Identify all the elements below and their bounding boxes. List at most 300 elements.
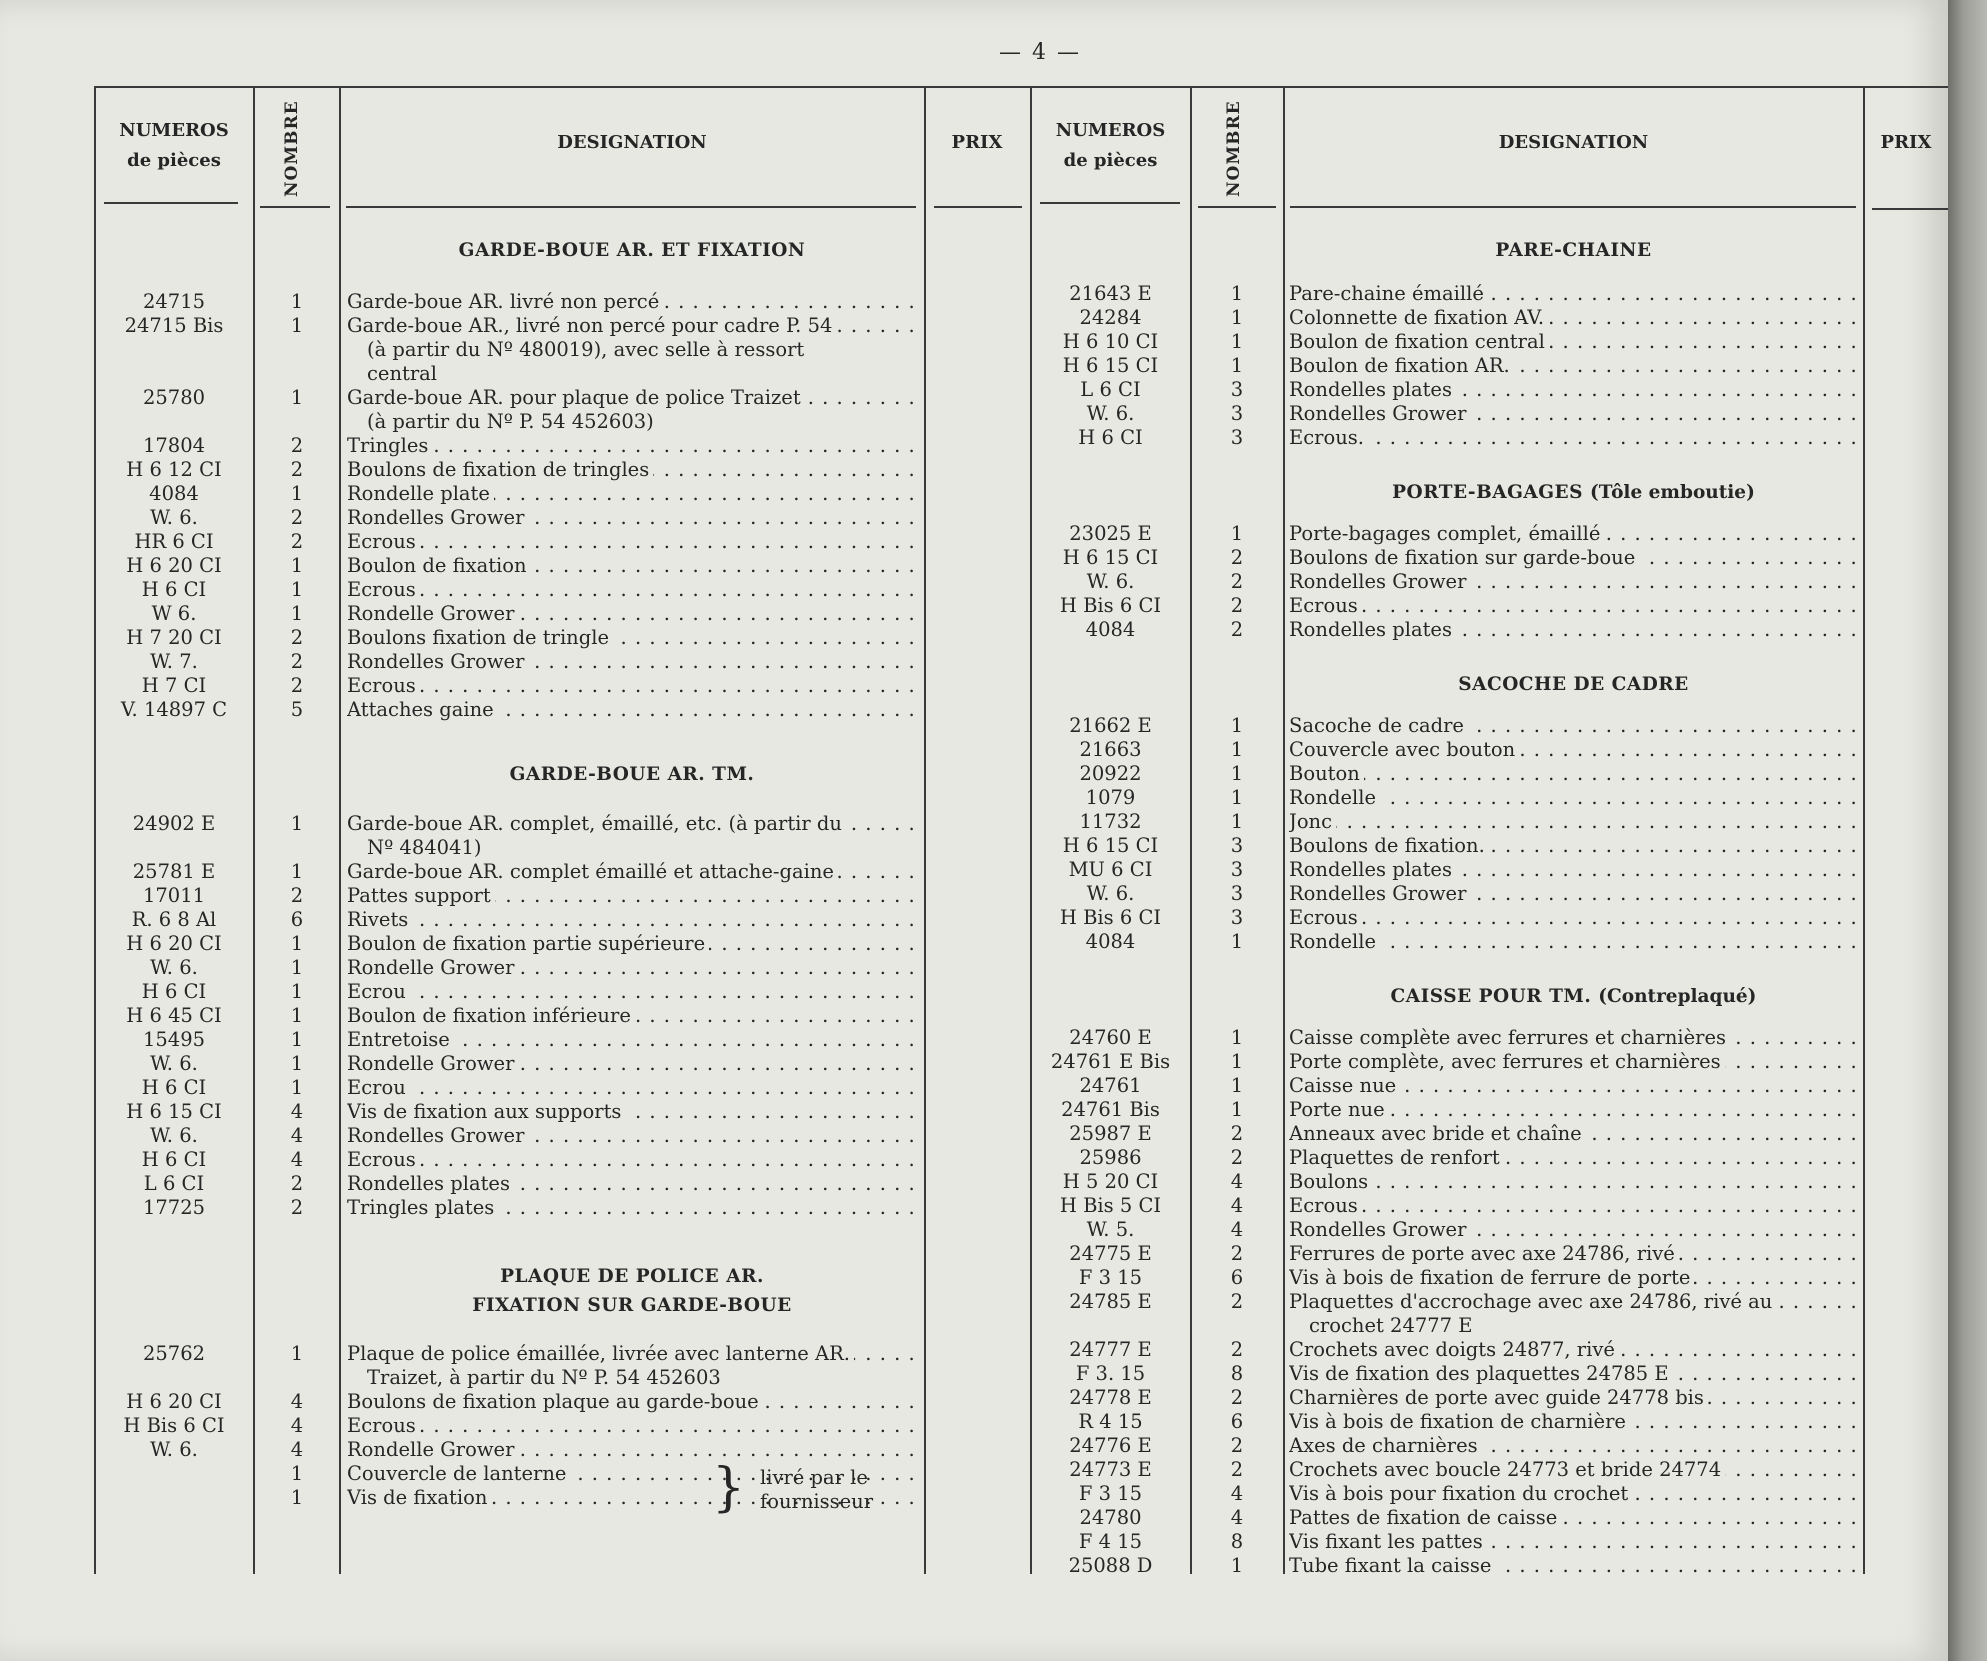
- part-quantity: 1: [290, 1028, 304, 1051]
- part-quantity: 2: [290, 650, 304, 673]
- part-designation-text: Ecrous: [347, 578, 420, 601]
- part-designation-text: Boulons de fixation.: [1289, 834, 1489, 857]
- part-designation: [1289, 786, 1859, 810]
- part-designation: [347, 1486, 919, 1510]
- part-designation: [347, 554, 919, 578]
- header-prix-right: PRIX: [1880, 132, 1932, 153]
- part-designation-text: Ecrous: [1289, 906, 1362, 929]
- part-quantity: 6: [1230, 1410, 1244, 1433]
- part-designation: [1289, 1434, 1859, 1458]
- part-designation-continued: central: [367, 362, 438, 385]
- part-number: 24785 E: [1069, 1290, 1152, 1313]
- part-designation: [347, 1414, 919, 1438]
- part-designation: [1289, 1122, 1859, 1146]
- part-designation-text: Rondelles plates: [1289, 618, 1456, 641]
- header-numeros-text: NUMEROS: [1055, 120, 1166, 141]
- part-quantity: 1: [290, 932, 304, 955]
- part-number: HR 6 CI: [134, 530, 214, 553]
- part-designation-text: Boulon de fixation: [347, 554, 531, 577]
- part-designation-text: Rondelles Grower: [1289, 402, 1470, 425]
- part-designation: [347, 1076, 919, 1100]
- part-number: 21643 E: [1069, 282, 1152, 305]
- part-number: 24777 E: [1069, 1338, 1152, 1361]
- part-number: 20922: [1079, 762, 1142, 785]
- part-quantity: 1: [1230, 1026, 1244, 1049]
- part-designation: [1289, 282, 1859, 306]
- part-designation: [1289, 306, 1859, 330]
- header-rule: [934, 206, 1022, 208]
- part-designation-text: Caisse complète avec ferrures et charnières: [1289, 1026, 1730, 1049]
- part-number: H 7 CI: [141, 674, 207, 697]
- part-quantity: 4: [1230, 1506, 1244, 1529]
- section-title-garde-boue-tm: GARDE-BOUE AR. TM.: [509, 764, 755, 785]
- part-number: F 4 15: [1078, 1530, 1143, 1553]
- part-designation-text: Anneaux avec bride et chaîne: [1289, 1122, 1586, 1145]
- header-rule: [346, 206, 916, 208]
- supplier-brace: }: [712, 1458, 746, 1518]
- part-quantity: 1: [290, 1342, 304, 1365]
- header-numeros-left: [96, 116, 252, 176]
- part-quantity: 1: [1230, 1098, 1244, 1121]
- section-subtitle-caisse: (Contreplaqué): [1598, 986, 1757, 1007]
- part-designation: [347, 1028, 919, 1052]
- part-quantity: 2: [290, 506, 304, 529]
- part-designation: [1289, 1458, 1859, 1482]
- part-quantity: 2: [1230, 594, 1244, 617]
- part-quantity: 2: [1230, 1146, 1244, 1169]
- part-number: H 6 20 CI: [126, 554, 222, 577]
- part-designation-text: Rondelle: [1289, 786, 1380, 809]
- part-quantity: 2: [290, 530, 304, 553]
- part-quantity: 1: [290, 956, 304, 979]
- part-number: H 6 20 CI: [126, 932, 222, 955]
- part-quantity: 4: [1230, 1170, 1244, 1193]
- part-quantity: 2: [1230, 1290, 1244, 1313]
- part-number: 24776 E: [1069, 1434, 1152, 1457]
- part-number: H 6 CI: [141, 980, 207, 1003]
- part-designation-text: Vis à bois de fixation de charnière: [1289, 1410, 1630, 1433]
- part-designation: [1289, 762, 1859, 786]
- part-quantity: 4: [1230, 1218, 1244, 1241]
- part-designation: [1289, 330, 1859, 354]
- part-designation-text: Pare-chaine émaillé: [1289, 282, 1488, 305]
- part-number: H 6 15 CI: [1062, 354, 1159, 377]
- section-title-caisse: [1285, 986, 1862, 1007]
- part-number: F 3 15: [1078, 1482, 1143, 1505]
- part-designation-text: Vis à bois pour fixation du crochet: [1289, 1482, 1632, 1505]
- part-quantity: 1: [290, 290, 304, 313]
- part-number: MU 6 CI: [1068, 858, 1153, 881]
- part-designation: [347, 530, 919, 554]
- part-number: H 6 CI: [141, 1148, 207, 1171]
- part-quantity: 1: [290, 980, 304, 1003]
- part-designation: [1289, 738, 1859, 762]
- part-number: W. 6.: [150, 506, 198, 529]
- part-number: W 6.: [151, 602, 197, 625]
- part-designation-text: Boulons fixation de tringle: [347, 626, 613, 649]
- part-quantity: 4: [290, 1414, 304, 1437]
- part-designation: [347, 1196, 919, 1220]
- part-designation: [347, 908, 919, 932]
- part-quantity: 1: [290, 1052, 304, 1075]
- part-designation: [1289, 810, 1859, 834]
- part-designation: [1289, 594, 1859, 618]
- part-designation-text: Ecrous: [347, 674, 420, 697]
- part-number: H Bis 6 CI: [123, 1414, 225, 1437]
- part-quantity: 4: [1230, 1482, 1244, 1505]
- part-quantity: 1: [1230, 1554, 1244, 1577]
- part-designation: [347, 602, 919, 626]
- part-designation-text: Vis fixant les pattes: [1289, 1530, 1487, 1553]
- part-designation-text: Ecrous.: [1289, 426, 1368, 449]
- part-number: 24902 E: [132, 812, 216, 835]
- part-designation: [347, 650, 919, 674]
- part-number: 4084: [149, 482, 199, 505]
- part-quantity: 1: [290, 482, 304, 505]
- part-quantity: 1: [1230, 330, 1244, 353]
- part-quantity: 2: [1230, 1458, 1244, 1481]
- part-designation: [347, 956, 919, 980]
- part-designation-text: Rondelle Grower: [347, 956, 518, 979]
- part-quantity: 3: [1230, 906, 1244, 929]
- supplier-note-line2: fournisseur: [760, 1490, 874, 1513]
- part-designation: [347, 932, 919, 956]
- header-rule: [1290, 206, 1856, 208]
- part-designation: [1289, 426, 1859, 450]
- part-designation-text: Tringles: [347, 434, 432, 457]
- part-quantity: 1: [290, 1486, 304, 1509]
- part-designation: [347, 698, 919, 722]
- part-number: 17011: [142, 884, 206, 907]
- part-designation-text: Pattes de fixation de caisse: [1289, 1506, 1561, 1529]
- part-number: H 7 20 CI: [126, 626, 222, 649]
- part-designation-text: Rondelles Grower: [347, 506, 528, 529]
- part-designation-text: Plaquettes de renfort: [1289, 1146, 1504, 1169]
- part-designation-continued: (à partir du Nº 480019), avec selle à ressort: [367, 338, 805, 361]
- part-number: H 6 12 CI: [126, 458, 222, 481]
- part-designation-text: Pattes support: [347, 884, 495, 907]
- part-designation-text: Garde-boue AR. livré non percé: [347, 290, 663, 313]
- part-designation: [347, 1462, 919, 1486]
- header-rule: [1198, 206, 1276, 208]
- part-designation-continued: Traizet, à partir du Nº P. 54 452603: [367, 1366, 721, 1389]
- header-numeros-text: NUMEROS: [119, 120, 229, 141]
- part-number: H 6 CI: [141, 1076, 207, 1099]
- part-designation: [1289, 1482, 1859, 1506]
- part-number: 24761: [1079, 1074, 1142, 1097]
- part-designation-text: Boulon de fixation partie supérieure: [347, 932, 709, 955]
- part-designation: [1289, 1194, 1859, 1218]
- header-nombre-right: NOMBRE: [1224, 100, 1244, 198]
- part-designation: [347, 884, 919, 908]
- part-designation: [1289, 858, 1859, 882]
- part-designation-text: Porte complète, avec ferrures et charnières: [1289, 1050, 1725, 1073]
- part-designation: [347, 1052, 919, 1076]
- part-quantity: 3: [1230, 882, 1244, 905]
- part-number: W. 6.: [150, 956, 198, 979]
- part-number: 25781 E: [132, 860, 216, 883]
- part-designation: [1289, 1266, 1859, 1290]
- section-subtitle-porte-bagages: (Tôle emboutie): [1589, 482, 1755, 503]
- part-number: H Bis 5 CI: [1059, 1194, 1162, 1217]
- supplier-note-line1: livré par le: [760, 1466, 868, 1489]
- part-number: R 4 15: [1078, 1410, 1143, 1433]
- part-designation-text: Crochets avec boucle 24773 et bride 24774: [1289, 1458, 1725, 1481]
- part-designation: [1289, 1074, 1859, 1098]
- header-prix-left: PRIX: [951, 132, 1003, 153]
- part-quantity: 1: [290, 314, 304, 337]
- part-designation-text: Entretoise: [347, 1028, 454, 1051]
- header-rule: [260, 206, 330, 208]
- part-designation-text: Garde-boue AR. complet émaillé et attache-gaine: [347, 860, 838, 883]
- part-designation: [1289, 834, 1859, 858]
- section-title-pare-chaine: PARE-CHAINE: [1495, 240, 1652, 261]
- part-number: 11732: [1079, 810, 1142, 833]
- part-number: 21662 E: [1069, 714, 1152, 737]
- part-number: W. 6.: [1086, 402, 1135, 425]
- part-designation-text: Rondelles plates: [1289, 858, 1456, 881]
- part-quantity: 2: [290, 626, 304, 649]
- part-quantity: 1: [290, 1076, 304, 1099]
- part-quantity: 1: [1230, 930, 1244, 953]
- part-designation: [1289, 714, 1859, 738]
- part-designation: [347, 674, 919, 698]
- part-number: 25088 D: [1068, 1554, 1153, 1577]
- part-designation: [1289, 1410, 1859, 1434]
- header-rule: [104, 202, 238, 204]
- part-number: W. 5.: [1086, 1218, 1135, 1241]
- part-designation: [347, 482, 919, 506]
- part-designation-text: Charnières de porte avec guide 24778 bis: [1289, 1386, 1708, 1409]
- part-designation-text: Porte-bagages complet, émaillé: [1289, 522, 1604, 545]
- part-designation: [1289, 1386, 1859, 1410]
- part-quantity: 6: [290, 908, 304, 931]
- part-designation: [347, 1438, 919, 1462]
- part-number: R. 6 8 Al: [131, 908, 217, 931]
- part-designation-text: Boulons: [1289, 1170, 1372, 1193]
- part-designation-text: Boulon de fixation inférieure: [347, 1004, 635, 1027]
- part-designation-text: Rondelle: [1289, 930, 1380, 953]
- part-number: 21663: [1079, 738, 1142, 761]
- part-quantity: 1: [1230, 1050, 1244, 1073]
- part-designation: [1289, 1554, 1859, 1578]
- part-designation-continued: Nº 484041): [367, 836, 482, 859]
- part-number: 24761 Bis: [1061, 1098, 1160, 1121]
- part-quantity: 1: [1230, 354, 1244, 377]
- part-quantity: 5: [290, 698, 304, 721]
- part-quantity: 2: [1230, 1386, 1244, 1409]
- part-designation: [1289, 1506, 1859, 1530]
- part-designation-text: Rondelle plate: [347, 482, 494, 505]
- part-quantity: 1: [290, 554, 304, 577]
- part-number: L 6 CI: [143, 1172, 205, 1195]
- header-de-pieces-text: de pièces: [127, 150, 221, 171]
- part-designation: [1289, 1218, 1859, 1242]
- part-number: 24780: [1079, 1506, 1142, 1529]
- part-designation-text: Vis de fixation des plaquettes 24785 E: [1289, 1362, 1673, 1385]
- part-number: W. 6.: [150, 1438, 198, 1461]
- right-designation-divider: [1863, 88, 1865, 1574]
- part-designation: [1289, 522, 1859, 546]
- part-quantity: 3: [1230, 426, 1244, 449]
- part-designation-text: Crochets avec doigts 24877, rivé: [1289, 1338, 1619, 1361]
- part-designation: [347, 1148, 919, 1172]
- header-designation-left: DESIGNATION: [557, 132, 707, 153]
- part-designation-text: Couvercle de lanterne: [347, 1462, 570, 1485]
- part-designation: [1289, 1170, 1859, 1194]
- part-designation: [347, 1004, 919, 1028]
- header-rule: [1040, 202, 1180, 204]
- header-designation-right: DESIGNATION: [1498, 132, 1649, 153]
- part-designation-text: Garde-boue AR., livré non percé pour cadre P. 54: [347, 314, 836, 337]
- part-designation: [1289, 906, 1859, 930]
- part-number: 24715 Bis: [124, 314, 224, 337]
- part-designation: [347, 578, 919, 602]
- part-designation-text: Rondelles Grower: [1289, 570, 1470, 593]
- part-quantity: 3: [1230, 378, 1244, 401]
- page-number: — 4 —: [999, 40, 1081, 65]
- part-designation: [1289, 1098, 1859, 1122]
- part-designation-text: Axes de charnières: [1289, 1434, 1482, 1457]
- part-number: H 6 45 CI: [126, 1004, 222, 1027]
- part-designation-text: Garde-boue AR. complet, émaillé, etc. (à partir du: [347, 812, 846, 835]
- part-number: 24760 E: [1069, 1026, 1152, 1049]
- part-designation: [1289, 930, 1859, 954]
- header-de-pieces-text: de pièces: [1063, 150, 1158, 171]
- part-designation-text: Plaque de police émaillée, livrée avec lanterne AR.: [347, 1342, 854, 1365]
- part-designation-continued: crochet 24777 E: [1309, 1314, 1473, 1337]
- part-number: H 6 15 CI: [1062, 834, 1159, 857]
- part-number: W. 7.: [150, 650, 198, 673]
- part-number: 24778 E: [1069, 1386, 1152, 1409]
- part-designation-text: Porte nue: [1289, 1098, 1389, 1121]
- part-number: F 3. 15: [1075, 1362, 1146, 1385]
- part-number: 24284: [1079, 306, 1142, 329]
- part-designation-text: Rondelle Grower: [347, 1438, 518, 1461]
- part-designation: [347, 980, 919, 1004]
- part-number: 4084: [1085, 618, 1136, 641]
- part-designation: [1289, 882, 1859, 906]
- part-designation: [1289, 1362, 1859, 1386]
- part-quantity: 2: [1230, 1242, 1244, 1265]
- part-number: L 6 CI: [1080, 378, 1141, 401]
- part-number: 25986: [1079, 1146, 1142, 1169]
- part-quantity: 4: [290, 1124, 304, 1147]
- part-designation: [1289, 1242, 1859, 1266]
- part-designation: [1289, 1050, 1859, 1074]
- part-quantity: 1: [1230, 786, 1244, 809]
- part-designation-text: Ecrous: [347, 1148, 420, 1171]
- section-title-porte-bagages-text: PORTE-BAGAGES: [1392, 482, 1584, 503]
- part-number: 23025 E: [1069, 522, 1152, 545]
- part-quantity: 1: [290, 1004, 304, 1027]
- part-quantity: 8: [1230, 1362, 1244, 1385]
- part-number: 15495: [142, 1028, 206, 1051]
- part-number: 25987 E: [1069, 1122, 1152, 1145]
- part-designation-text: Boulon de fixation central: [1289, 330, 1549, 353]
- part-designation: [1289, 378, 1859, 402]
- part-quantity: 1: [290, 602, 304, 625]
- part-quantity: 1: [1230, 738, 1244, 761]
- part-designation: [1289, 1290, 1859, 1314]
- part-quantity: 2: [290, 458, 304, 481]
- part-number: 24775 E: [1069, 1242, 1152, 1265]
- part-quantity: 2: [1230, 1434, 1244, 1457]
- part-designation-text: Ecrou: [347, 1076, 410, 1099]
- section-title-sacoche: SACOCHE DE CADRE: [1458, 674, 1689, 695]
- part-number: 24773 E: [1069, 1458, 1152, 1481]
- part-designation-text: Ecrous: [1289, 1194, 1362, 1217]
- part-number: H 5 20 CI: [1062, 1170, 1159, 1193]
- part-designation-text: Tube fixant la caisse: [1289, 1554, 1495, 1577]
- part-designation-text: Vis de fixation: [347, 1486, 491, 1509]
- part-designation-text: Caisse nue: [1289, 1074, 1400, 1097]
- part-number: W. 6.: [150, 1052, 198, 1075]
- part-designation-text: Plaquettes d'accrochage avec axe 24786, rivé au: [1289, 1290, 1776, 1313]
- right-nombre-divider: [1283, 88, 1285, 1574]
- part-quantity: 1: [1230, 714, 1244, 737]
- part-designation: [347, 1124, 919, 1148]
- part-number: W. 6.: [150, 1124, 198, 1147]
- part-number: F 3 15: [1078, 1266, 1143, 1289]
- part-quantity: 4: [290, 1438, 304, 1461]
- part-number: W. 6.: [1086, 882, 1135, 905]
- part-quantity: 1: [1230, 810, 1244, 833]
- part-designation: [347, 860, 919, 884]
- part-designation: [347, 1172, 919, 1196]
- part-quantity: 4: [290, 1390, 304, 1413]
- part-designation: [347, 458, 919, 482]
- part-designation: [347, 626, 919, 650]
- part-designation-text: Ecrous: [1289, 594, 1362, 617]
- part-quantity: 1: [1230, 282, 1244, 305]
- part-number: 4084: [1085, 930, 1136, 953]
- part-designation-text: Rondelles plates: [347, 1172, 514, 1195]
- part-number: 25762: [142, 1342, 206, 1365]
- part-number: 25780: [142, 386, 206, 409]
- part-quantity: 1: [1230, 1074, 1244, 1097]
- part-designation-text: Boulon de fixation AR.: [1289, 354, 1514, 377]
- part-designation-text: Rondelle Grower: [347, 602, 518, 625]
- left-nombre-divider: [339, 88, 341, 1574]
- part-designation: [347, 434, 919, 458]
- part-quantity: 1: [1230, 306, 1244, 329]
- section-title-plaque-police: PLAQUE DE POLICE AR.: [500, 1266, 764, 1287]
- part-designation: [347, 1100, 919, 1124]
- part-designation-text: Boulons de fixation de tringles: [347, 458, 653, 481]
- part-number: W. 6.: [1086, 570, 1135, 593]
- part-designation: [1289, 1530, 1859, 1554]
- part-designation-text: Rondelles Grower: [347, 650, 528, 673]
- part-quantity: 1: [290, 1462, 304, 1485]
- part-designation-text: Ecrous: [347, 1414, 420, 1437]
- part-number: 1079: [1085, 786, 1136, 809]
- part-quantity: 1: [290, 578, 304, 601]
- part-quantity: 2: [1230, 1338, 1244, 1361]
- part-designation-text: Boulons de fixation plaque au garde-boue: [347, 1390, 763, 1413]
- part-designation-text: Sacoche de cadre: [1289, 714, 1468, 737]
- part-designation: [1289, 1026, 1859, 1050]
- part-quantity: 6: [1230, 1266, 1244, 1289]
- part-designation: [347, 386, 919, 410]
- part-designation-text: Ecrou: [347, 980, 410, 1003]
- part-designation: [347, 1342, 919, 1366]
- part-designation-text: Vis à bois de fixation de ferrure de porte: [1289, 1266, 1694, 1289]
- section-title-porte-bagages: [1285, 482, 1862, 503]
- part-quantity: 2: [1230, 618, 1244, 641]
- part-designation-text: Colonnette de fixation AV.: [1289, 306, 1548, 329]
- part-designation-text: Rondelles Grower: [347, 1124, 528, 1147]
